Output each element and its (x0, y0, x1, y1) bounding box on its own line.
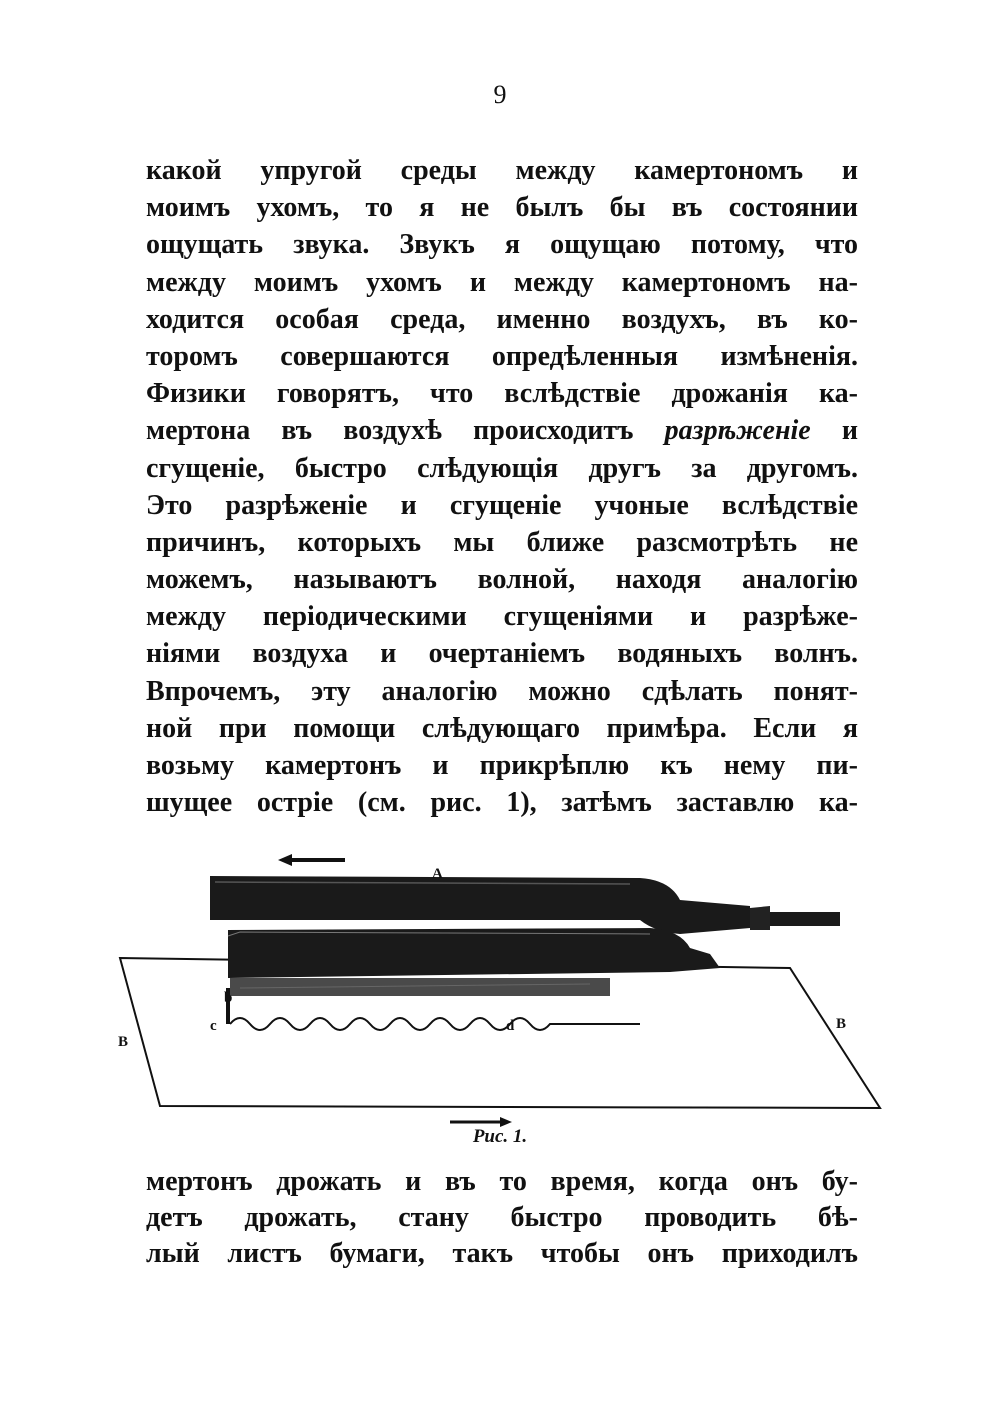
text-line: ощущать звука. Звукъ я ощущаю потому, что (146, 229, 858, 261)
text-line: причинъ, которыхъ мы ближе разсмотрѣть не (146, 526, 858, 558)
label-point-d: d (506, 1018, 515, 1034)
text-line: лый листъ бумаги, такъ чтобы онъ приходилъ (146, 1238, 858, 1269)
label-point-b: b (224, 990, 233, 1006)
text-line: между моимъ ухомъ и между камертономъ на- (146, 266, 858, 298)
text-line: моимъ ухомъ, то я не былъ бы въ состоянии (146, 192, 858, 224)
fork-prong-lower (228, 928, 720, 978)
text-line: Впрочемъ, эту аналогію можно сдѣлать понят- (146, 675, 858, 707)
fork-stem (770, 912, 840, 926)
text-line: ной при помощи слѣдующаго примѣра. Если я (146, 712, 858, 744)
text-line: Это разрѣженіе и сгущеніе учоные вслѣдствіе (146, 489, 858, 521)
text-line: ходится особая среда, именно воздухъ, въ ко- (146, 303, 858, 335)
text-line-with-italic (146, 412, 858, 449)
text-line: сгущеніе, быстро слѣдующія другъ за другомъ. (146, 452, 858, 484)
tuning-fork-figure (110, 848, 890, 1128)
label-b-left: B (118, 1034, 129, 1050)
figure-caption: Рис. 1. (472, 1126, 528, 1147)
text-line: возьму камертонъ и прикрѣплю къ нему пи- (146, 750, 858, 781)
label-a: A (432, 866, 443, 882)
arrow-left-head-icon (278, 854, 292, 866)
body-text-bottom (146, 1164, 858, 1272)
tuning-fork-illustration (110, 848, 890, 1128)
text-line: какой упругой среды между камертономъ и (146, 155, 858, 186)
italic-term-rarefaction: разрѣженіе (664, 415, 811, 447)
text-line: ніями воздуха и очертаніемъ водяныхъ волнъ. (146, 638, 858, 670)
text-line: торомъ совершаются опредѣленныя измѣненія. (146, 340, 858, 372)
page-number: 9 (493, 80, 507, 109)
text-segment: мертона въ воздухѣ происходитъ (146, 415, 634, 447)
label-b-right: B (836, 1016, 847, 1032)
fork-prong-upper (210, 876, 750, 934)
text-segment: и (841, 415, 859, 447)
body-text-top (146, 152, 858, 821)
text-line: Физики говорятъ, что вслѣдствіе дрожанія ка- (146, 378, 858, 410)
label-point-c: c (210, 1018, 217, 1034)
text-line: шущее остріе (см. рис. 1), затѣмъ заставлю ка- (146, 787, 858, 819)
text-line: между періодическими сгущеніями и разрѣже- (146, 601, 858, 633)
text-line: можемъ, называютъ волной, находя аналогію (146, 564, 858, 596)
text-line: мертонъ дрожать и въ то время, когда онъ бу- (146, 1166, 858, 1197)
text-line: детъ дрожать, стану быстро проводить бѣ- (146, 1202, 858, 1233)
